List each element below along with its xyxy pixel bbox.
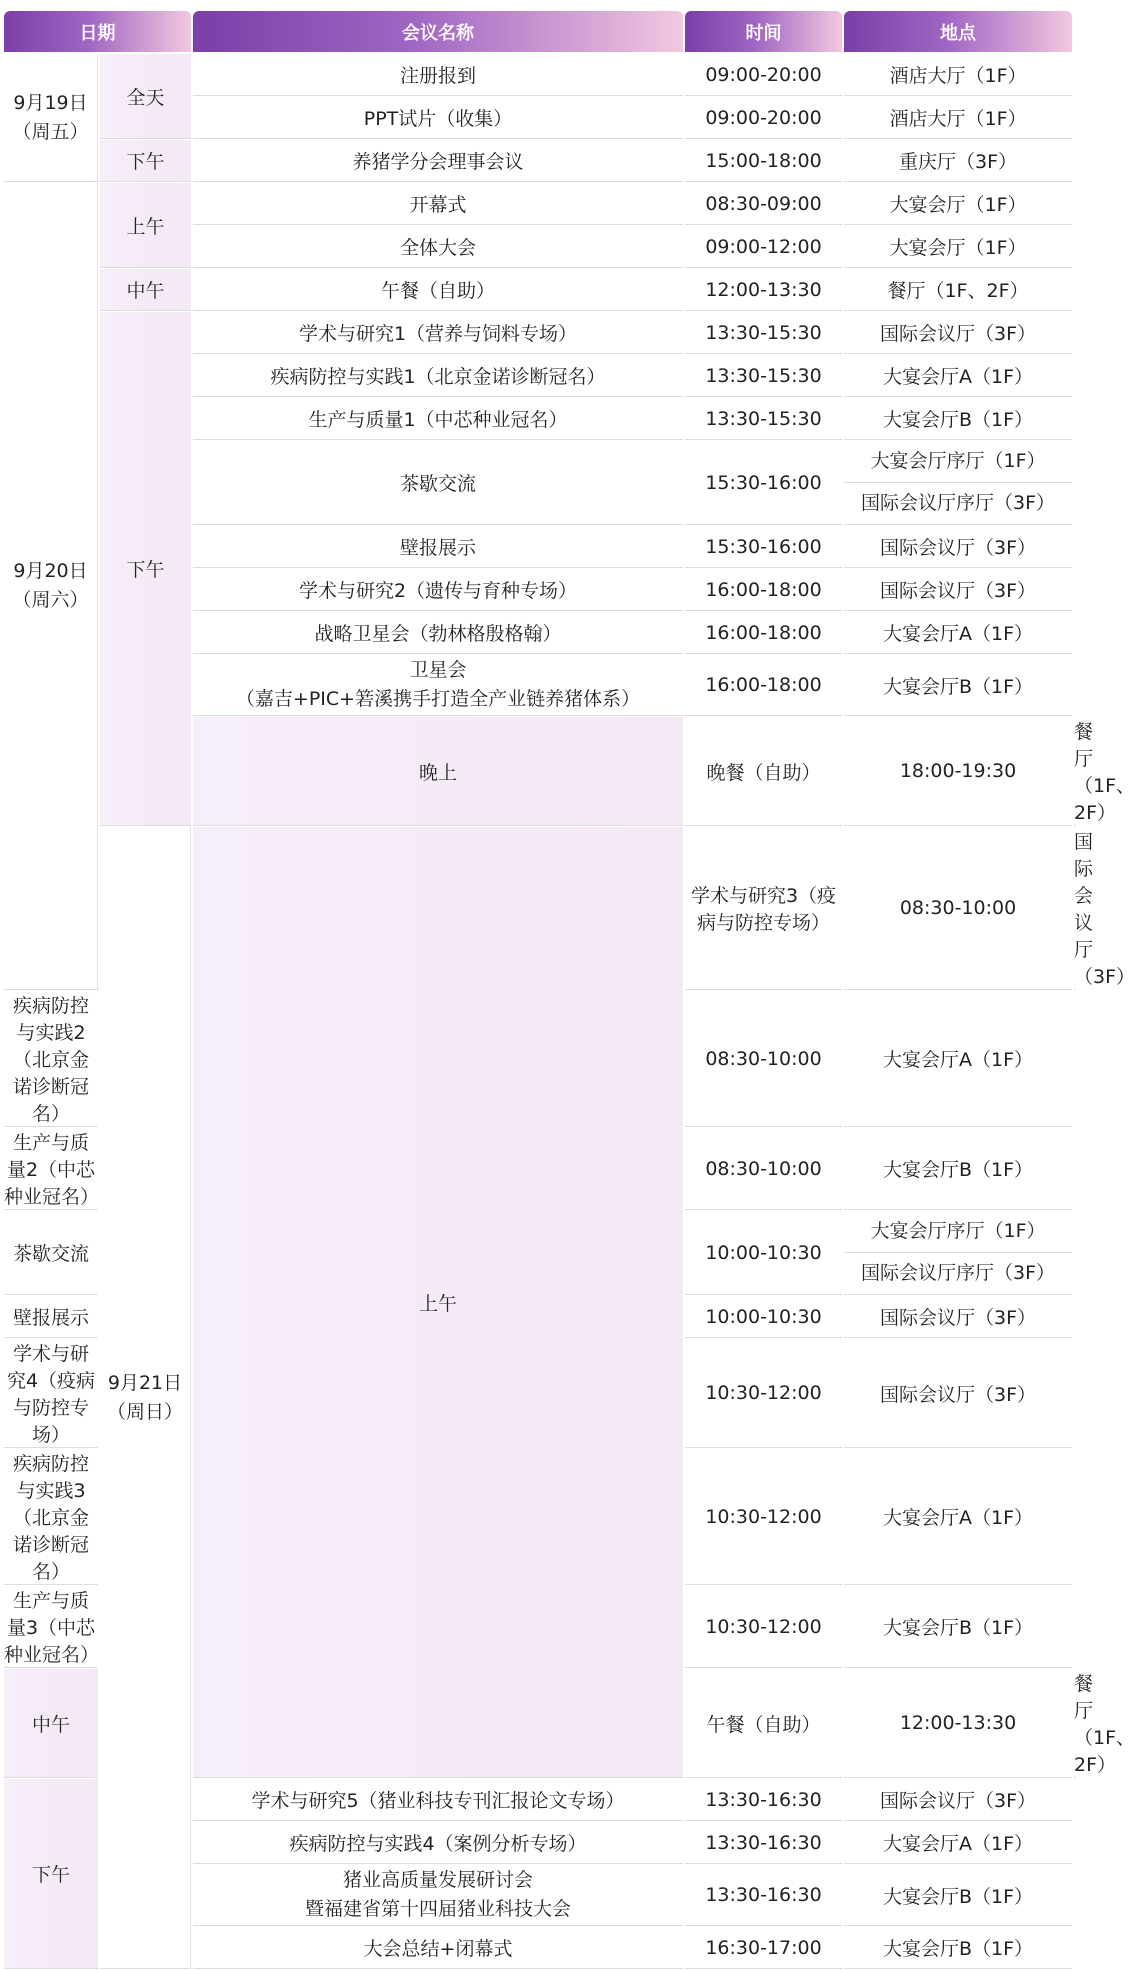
- meeting-name-cell: [193, 269, 683, 310]
- location-cell: [844, 1449, 1072, 1584]
- location-cell: [844, 54, 1072, 95]
- meeting-name-cell: [193, 226, 683, 267]
- time-cell: 08:30-10:00: [685, 991, 842, 1126]
- location-label: 酒店大厅（1F）: [889, 108, 1027, 130]
- meeting-name-cell: [193, 569, 683, 610]
- location-cell: [844, 1211, 1072, 1294]
- meeting-name: 生产与质量2（中芯种业冠名）: [4, 1132, 100, 1208]
- location-label: 大宴会厅B（1F）: [882, 1617, 1034, 1639]
- location-cell: [844, 1296, 1072, 1337]
- location-label: 重庆厅（3F）: [898, 151, 1018, 173]
- time-cell: 10:00-10:30: [685, 1211, 842, 1294]
- time-cell: 08:30-10:00: [844, 827, 1072, 989]
- period-cell: 晚上: [193, 717, 683, 825]
- time-cell: 09:00-20:00: [685, 54, 842, 95]
- time-cell: 15:30-16:00: [685, 441, 842, 524]
- meeting-name-cell: [193, 1865, 683, 1925]
- location-cell: [844, 312, 1072, 353]
- meeting-name: 晚餐（自助）: [706, 761, 821, 784]
- location-cell: [844, 1586, 1072, 1667]
- meeting-name-cell: [4, 1339, 98, 1447]
- date-label: 9月21日: [107, 1371, 183, 1394]
- time-cell: 10:30-12:00: [685, 1586, 842, 1667]
- meeting-name-cell: [193, 183, 683, 224]
- location-label: 国际会议厅（3F）: [879, 1790, 1037, 1812]
- meeting-name-cell: [193, 140, 683, 181]
- time-cell: 13:30-15:30: [685, 398, 842, 439]
- time-cell: 12:00-13:30: [685, 269, 842, 310]
- location-label: 国际会议厅序厅（3F）: [844, 482, 1072, 524]
- meeting-name: 注册报到: [399, 65, 476, 87]
- header-location: 地点: [844, 11, 1072, 52]
- meeting-name: 茶歇交流: [12, 1243, 89, 1265]
- meeting-name: 开幕式: [409, 194, 467, 216]
- meeting-name-cell: [4, 1449, 98, 1584]
- date-label: 9月20日: [13, 560, 88, 582]
- meeting-name: 壁报展示: [12, 1307, 89, 1329]
- time-cell: 12:00-13:30: [844, 1669, 1072, 1777]
- time-cell: 09:00-20:00: [685, 97, 842, 138]
- meeting-name: 午餐（自助）: [380, 280, 495, 302]
- meeting-name-cell: [193, 1779, 683, 1820]
- meeting-name: 学术与研究1（营养与饲料专场）: [298, 323, 578, 345]
- meeting-name-cell: [193, 97, 683, 138]
- meeting-name-cell: [4, 1211, 98, 1294]
- location-cell: [844, 183, 1072, 224]
- location-label: 大宴会厅A（1F）: [882, 1833, 1033, 1855]
- meeting-name-cell: [193, 612, 683, 653]
- location-label: 餐厅（1F、2F）: [887, 280, 1029, 302]
- meeting-name: 养猪学分会理事会议: [352, 151, 524, 173]
- weekday-label: （周六）: [12, 589, 89, 611]
- location-label: 大宴会厅A（1F）: [882, 1507, 1033, 1529]
- location-label: 大宴会厅B（1F）: [882, 1159, 1034, 1181]
- time-cell: 13:30-15:30: [685, 312, 842, 353]
- location-cell: [1074, 827, 1135, 989]
- location-label: 国际会议厅（3F）: [1074, 831, 1135, 988]
- location-label: 酒店大厅（1F）: [889, 65, 1027, 87]
- location-cell: [844, 269, 1072, 310]
- meeting-name: 学术与研究2（遗传与育种专场）: [298, 580, 578, 602]
- location-label: 大宴会厅A（1F）: [882, 623, 1033, 645]
- meeting-name: 战略卫星会（勃林格殷格翰）: [314, 623, 562, 645]
- meeting-name-cell: [4, 1586, 98, 1667]
- meeting-name-cell: [4, 1128, 98, 1209]
- meeting-name-cell: [193, 54, 683, 95]
- time-cell: 18:00-19:30: [844, 717, 1072, 825]
- meeting-name: 学术与研究5（猪业科技专刊汇报论文专场）: [251, 1790, 625, 1812]
- location-label: 餐厅（1F、2F）: [1074, 1673, 1135, 1776]
- location-cell: [844, 569, 1072, 610]
- meeting-name: 卫星会: [409, 659, 467, 681]
- time-cell: 15:00-18:00: [685, 140, 842, 181]
- time-cell: 13:30-16:30: [685, 1865, 842, 1925]
- location-cell: [844, 1128, 1072, 1209]
- location-label: 大宴会厅（1F）: [889, 194, 1027, 216]
- schedule-body: [4, 54, 1135, 1968]
- time-cell: 09:00-12:00: [685, 226, 842, 267]
- location-label: 大宴会厅B（1F）: [882, 409, 1034, 431]
- schedule-table: [2, 9, 1135, 1970]
- meeting-name-cell: [685, 717, 842, 825]
- meeting-name-cell: [193, 1822, 683, 1863]
- location-label: 餐厅（1F、2F）: [1074, 721, 1135, 824]
- time-cell: 10:30-12:00: [685, 1449, 842, 1584]
- location-label: 国际会议厅（3F）: [879, 537, 1037, 559]
- location-label: 大宴会厅A（1F）: [882, 1049, 1033, 1071]
- time-cell: 15:30-16:00: [685, 526, 842, 567]
- location-cell: [1074, 717, 1135, 825]
- meeting-name: 疾病防控与实践2（北京金诺诊断冠名）: [12, 995, 89, 1125]
- location-cell: [844, 140, 1072, 181]
- table-row: [4, 183, 1076, 224]
- location-label: 大宴会厅B（1F）: [882, 1885, 1034, 1908]
- period-cell: 全天: [100, 54, 191, 138]
- period-cell: 上午: [100, 183, 191, 267]
- meeting-name: 疾病防控与实践3（北京金诺诊断冠名）: [12, 1453, 89, 1583]
- location-cell: [844, 612, 1072, 653]
- meeting-name: PPT试片（收集）: [363, 108, 513, 130]
- location-cell: [1074, 1669, 1135, 1777]
- period-cell: 下午: [4, 1779, 98, 1968]
- table-row: [4, 312, 1076, 353]
- meeting-name: 壁报展示: [399, 537, 476, 559]
- meeting-name-cell: [193, 655, 683, 715]
- date-cell: [4, 54, 98, 181]
- meeting-name-line2: 暨福建省第十四届猪业科技大会: [304, 1898, 571, 1920]
- meeting-name: 学术与研究4（疫病与防控专场）: [6, 1343, 96, 1446]
- meeting-name-cell: [4, 991, 98, 1126]
- meeting-name: 茶歇交流: [399, 473, 476, 495]
- meeting-name: 午餐（自助）: [706, 1713, 821, 1736]
- time-cell: 10:30-12:00: [685, 1339, 842, 1447]
- meeting-name-cell: [193, 398, 683, 439]
- header-time: 时间: [685, 11, 842, 52]
- meeting-name: 猪业高质量发展研讨会: [342, 1869, 533, 1891]
- meeting-name: 全体大会: [399, 237, 476, 259]
- meeting-name: 生产与质量3（中芯种业冠名）: [4, 1590, 100, 1666]
- location-label: 大宴会厅序厅（1F）: [870, 450, 1046, 472]
- meeting-name-cell: [193, 526, 683, 567]
- period-cell: 上午: [193, 827, 683, 1777]
- period-cell: 中午: [4, 1669, 98, 1777]
- meeting-name: 生产与质量1（中芯种业冠名）: [308, 409, 568, 431]
- location-cell: [844, 1822, 1072, 1863]
- location-cell: [844, 1779, 1072, 1820]
- location-cell: [844, 441, 1072, 524]
- meeting-name-cell: [685, 827, 842, 989]
- meeting-name-cell: [685, 1669, 842, 1777]
- date-cell: [4, 183, 98, 989]
- time-cell: 08:30-10:00: [685, 1128, 842, 1209]
- meeting-name-cell: [193, 355, 683, 396]
- location-cell: [844, 991, 1072, 1126]
- location-label: 国际会议厅（3F）: [879, 580, 1037, 602]
- location-label: 国际会议厅（3F）: [879, 323, 1037, 345]
- meeting-name-cell: [4, 1296, 98, 1337]
- location-cell: [844, 655, 1072, 715]
- meeting-name: 疾病防控与实践1（北京金诺诊断冠名）: [270, 366, 606, 388]
- meeting-name-cell: [193, 312, 683, 353]
- location-label: 国际会议厅（3F）: [879, 1307, 1037, 1329]
- period-cell: 下午: [100, 312, 191, 825]
- location-cell: [844, 526, 1072, 567]
- header-row: [4, 11, 1076, 52]
- header-date: 日期: [4, 11, 191, 52]
- time-cell: 13:30-16:30: [685, 1779, 842, 1820]
- table-row: [4, 269, 1076, 310]
- meeting-name-line2: （嘉吉+PIC+箬溪携手打造全产业链养猪体系）: [235, 688, 641, 710]
- period-cell: 中午: [100, 269, 191, 310]
- location-cell: [844, 97, 1072, 138]
- location-cell: [844, 226, 1072, 267]
- weekday-label: （周日）: [106, 1400, 183, 1423]
- meeting-name-cell: [193, 1927, 683, 1968]
- time-cell: 13:30-15:30: [685, 355, 842, 396]
- location-cell: [844, 1865, 1072, 1925]
- time-cell: 16:30-17:00: [685, 1927, 842, 1968]
- time-cell: 13:30-16:30: [685, 1822, 842, 1863]
- location-cell: [844, 1339, 1072, 1447]
- time-cell: 16:00-18:00: [685, 612, 842, 653]
- location-label: 国际会议厅（3F）: [879, 1383, 1037, 1406]
- table-row: [4, 54, 1076, 95]
- location-label: 大宴会厅（1F）: [889, 237, 1027, 259]
- location-label: 国际会议厅序厅（3F）: [844, 1252, 1072, 1294]
- time-cell: 16:00-18:00: [685, 655, 842, 715]
- location-label: 大宴会厅B（1F）: [882, 1938, 1034, 1960]
- meeting-name: 学术与研究3（疫病与防控专场）: [690, 885, 837, 934]
- location-label: 大宴会厅A（1F）: [882, 366, 1033, 388]
- location-label: 大宴会厅序厅（1F）: [870, 1220, 1046, 1242]
- period-cell: 下午: [100, 140, 191, 181]
- table-row: [4, 140, 1076, 181]
- location-cell: [844, 398, 1072, 439]
- meeting-name: 疾病防控与实践4（案例分析专场）: [289, 1833, 587, 1855]
- meeting-name-cell: [193, 441, 683, 524]
- time-cell: 16:00-18:00: [685, 569, 842, 610]
- date-cell: [100, 827, 191, 1968]
- header-meeting-name: 会议名称: [193, 11, 683, 52]
- meeting-name: 大会总结+闭幕式: [363, 1938, 513, 1960]
- table-row: [4, 827, 1076, 989]
- time-cell: 10:00-10:30: [685, 1296, 842, 1337]
- location-cell: [844, 355, 1072, 396]
- date-label: 9月19日: [13, 91, 88, 114]
- time-cell: 08:30-09:00: [685, 183, 842, 224]
- weekday-label: （周五）: [12, 120, 89, 143]
- location-label: 大宴会厅B（1F）: [882, 675, 1034, 698]
- location-cell: [844, 1927, 1072, 1968]
